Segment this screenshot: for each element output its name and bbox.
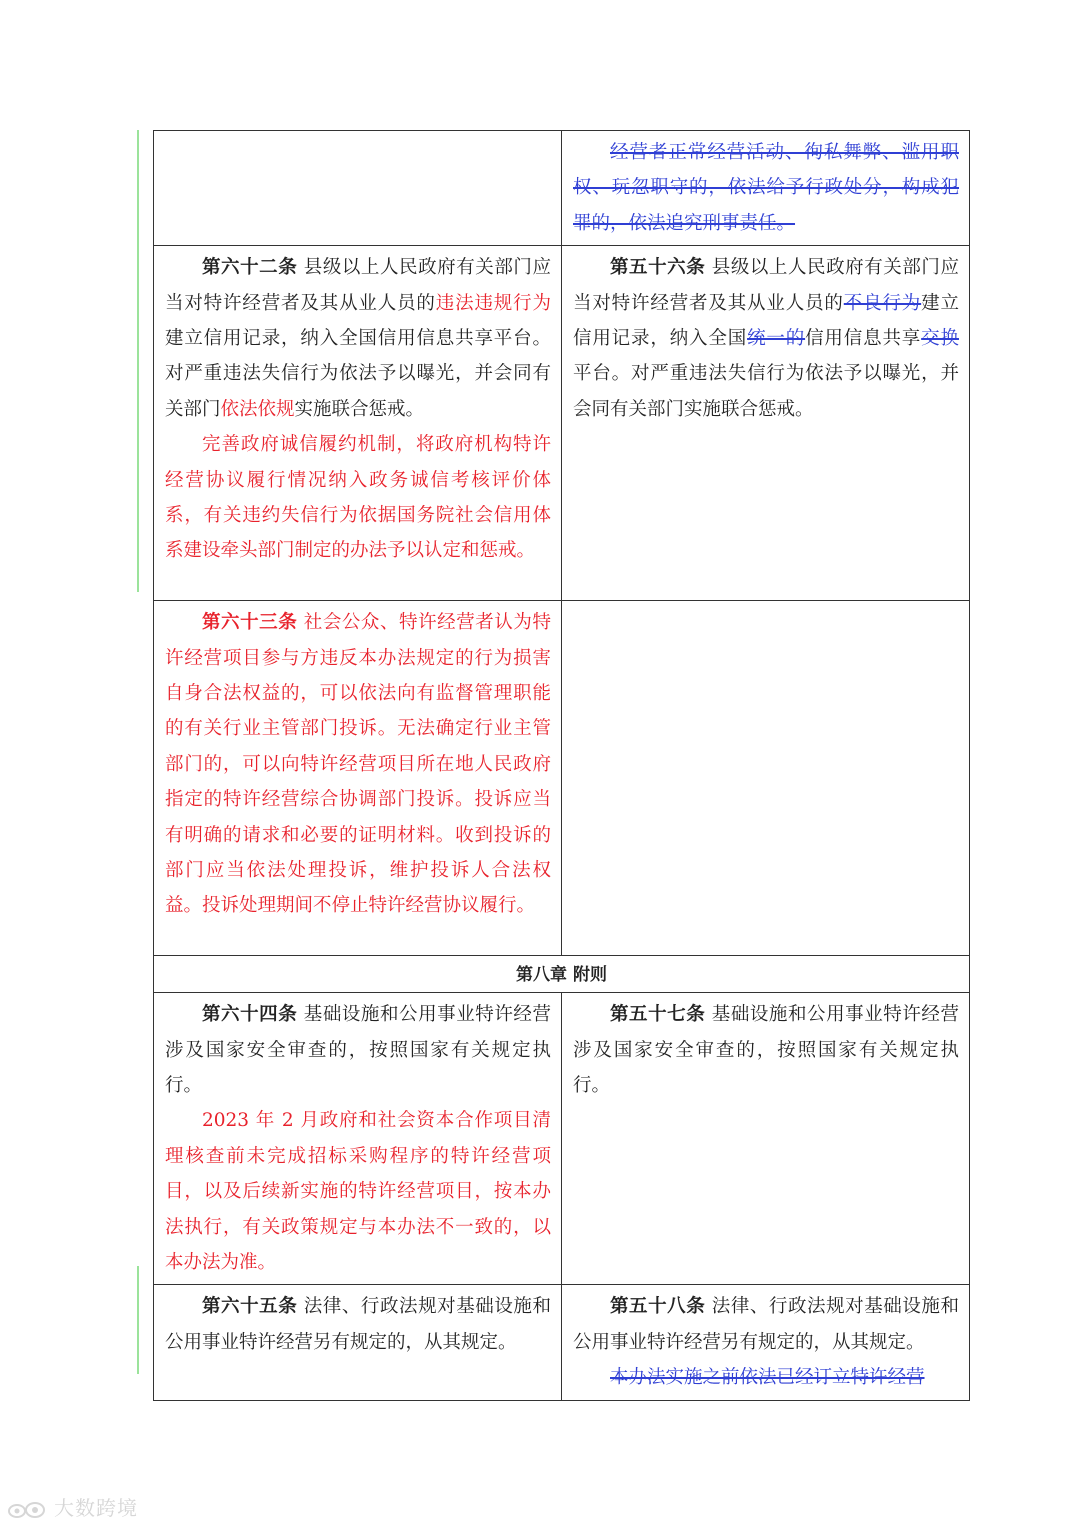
text-run: 法律、行政法规对基础设施和公用事业特许经营另有规定的，从其规定。 xyxy=(165,1296,551,1353)
paragraph xyxy=(165,997,551,1103)
watermark-text: 大数跨境 xyxy=(54,1496,138,1520)
added-text: 依法依规 xyxy=(220,398,295,420)
paragraph xyxy=(165,605,551,924)
article-number: 第六十二条 xyxy=(202,257,298,279)
watermark xyxy=(8,1492,138,1521)
new-text-cell xyxy=(154,246,562,601)
article-number: 第六十三条 xyxy=(202,612,298,634)
old-text-cell xyxy=(562,993,970,1285)
added-text: 违法违规行为 xyxy=(435,292,551,314)
old-text-cell xyxy=(562,246,970,601)
old-text-cell xyxy=(562,1285,970,1400)
text-run: 法律、行政法规对基础设施和公用事业特许经营另有规定的，从其规定。 xyxy=(573,1296,959,1353)
table-row xyxy=(154,131,970,246)
article-number: 第五十六条 xyxy=(610,257,706,279)
chapter-heading: 第八章 附则 xyxy=(154,956,970,993)
new-text-cell xyxy=(154,131,562,246)
deleted-text: 不良行为 xyxy=(843,292,922,314)
change-bar-top xyxy=(137,130,139,592)
paragraph xyxy=(165,250,551,427)
deleted-text: 交换 xyxy=(921,328,959,350)
added-text: 2023 年 2 月政府和社会资本合作项目清理核查前未完成招标采购程序的特许经营项目，以及后续新实施的特许经营项目，按本办法执行，有关政策规定与本办法不一致的，以本办法为准。 xyxy=(165,1110,551,1274)
chapter-row xyxy=(154,956,970,993)
text-run: 实施联合惩戒。 xyxy=(294,398,425,420)
deleted-text: 统一的 xyxy=(747,328,806,350)
paragraph xyxy=(165,427,551,569)
deleted-text: 经营者正常经营活动、徇私舞弊、滥用职权、玩忽职守的，依法给予行政处分，构成犯罪的，依法追究刑事责任。 xyxy=(573,142,959,234)
article-number: 第五十七条 xyxy=(610,1004,706,1026)
new-text-cell xyxy=(154,1285,562,1400)
text-run: 平台。对严重违法失信行为依法予以曝光，并会同有关部门实施联合惩戒。 xyxy=(573,363,959,420)
text-run: 基础设施和公用事业特许经营涉及国家安全审查的，按照国家有关规定执行。 xyxy=(573,1004,959,1097)
table-row xyxy=(154,246,970,601)
new-text-cell xyxy=(154,601,562,956)
deleted-text: 本办法实施之前依法已经订立特许经营 xyxy=(610,1367,925,1389)
article-number: 第六十四条 xyxy=(202,1004,298,1026)
table-row xyxy=(154,993,970,1285)
table-row xyxy=(154,1285,970,1400)
comparison-table xyxy=(153,130,970,1401)
paragraph xyxy=(573,250,959,427)
text-run: 县级以上人民政府有关部门应当对特许经营者及其从业人员的 xyxy=(165,257,551,314)
change-bar-bottom xyxy=(137,1266,139,1374)
added-text: 完善政府诚信履约机制，将政府机构特许经营协议履行情况纳入政务诚信考核评价体系，有关违约失信行为依据国务院社会信用体系建设牵头部门制定的办法予以认定和惩戒。 xyxy=(165,434,551,562)
article-number: 第六十五条 xyxy=(202,1296,298,1318)
added-text: 社会公众、特许经营者认为特许经营项目参与方违反本办法规定的行为损害自身合法权益的，可以依法向有监督管理职能的有关行业主管部门投诉。无法确定行业主管部门的，可以向特许经营项目所在地人民政府指定的特许经营综合协调部门投诉。投诉应当有明确的请求和必要的证明材料。收到投诉的部门应当依法处理投诉，维护投诉人合法权益。投诉处理期间不停止特许经营协议履行。 xyxy=(165,612,551,917)
old-text-cell xyxy=(562,601,970,956)
article-number: 第五十八条 xyxy=(610,1296,706,1318)
paragraph xyxy=(573,1360,959,1395)
paragraph xyxy=(573,997,959,1103)
text-run: 县级以上人民政府有关部门应当对特许经营者及其从业人员的 xyxy=(573,257,959,314)
text-run: 信用信息共享 xyxy=(805,328,922,350)
new-text-cell xyxy=(154,993,562,1285)
table-row xyxy=(154,601,970,956)
text-run: 建立信用记录，纳入全国信用信息共享平台。对严重违法失信行为依法予以曝光，并会同有关部门 xyxy=(165,328,551,420)
paragraph xyxy=(573,135,959,241)
paragraph xyxy=(165,1103,551,1280)
text-run: 建立信用记录，纳入全国 xyxy=(573,292,959,350)
text-run: 基础设施和公用事业特许经营涉及国家安全审查的，按照国家有关规定执行。 xyxy=(165,1004,551,1097)
paragraph xyxy=(165,1289,551,1360)
old-text-cell xyxy=(562,131,970,246)
paragraph xyxy=(573,1289,959,1360)
weibo-eye-logo-icon xyxy=(8,1501,46,1519)
